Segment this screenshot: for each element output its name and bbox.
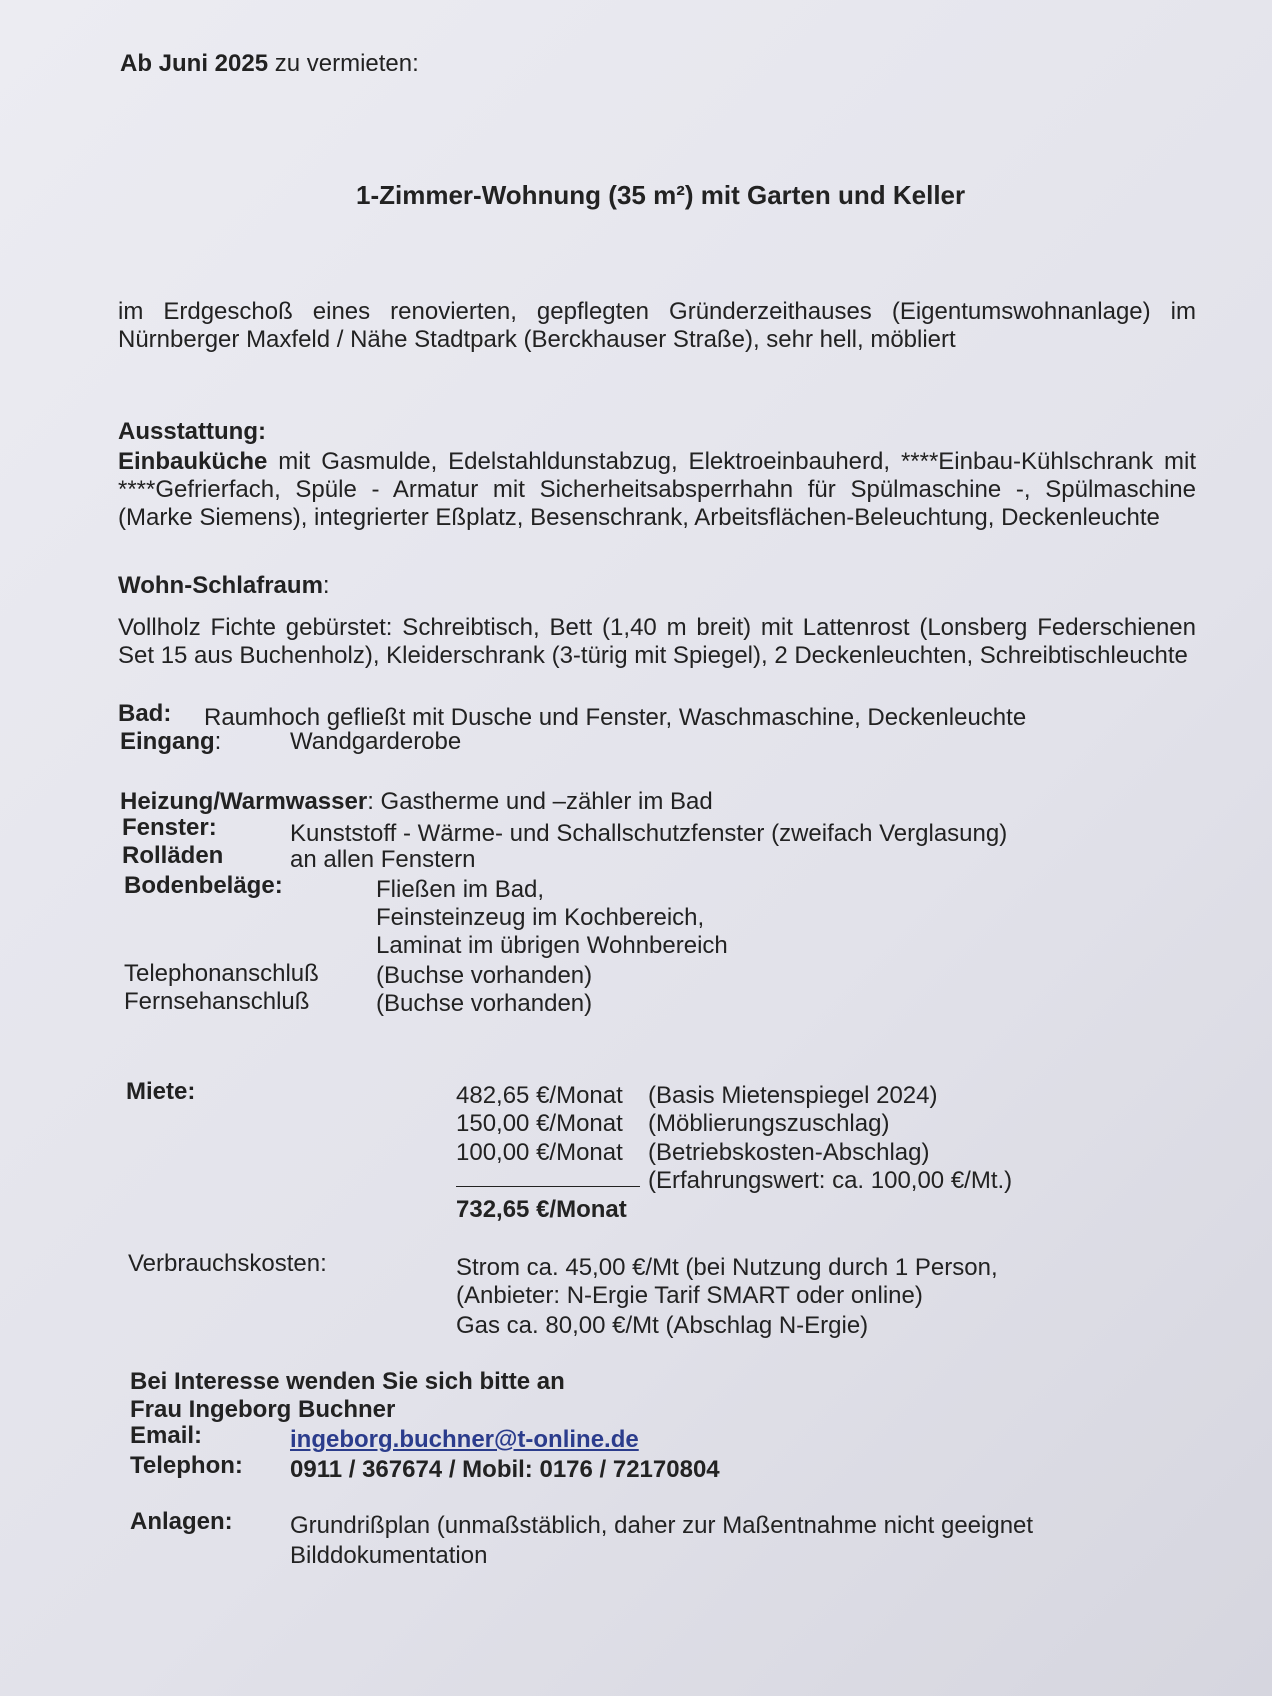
email-label: Email: <box>130 1422 203 1449</box>
miete-amount-3: 100,00 €/Monat <box>456 1139 623 1166</box>
heizung-row <box>120 788 713 816</box>
eingang-text: Wandgarderobe <box>290 728 462 755</box>
boden-line-1: Fließen im Bad, <box>376 876 545 903</box>
verbrauch-line-1: Strom ca. 45,00 €/Mt (bei Nutzung durch 1 Person, <box>456 1254 998 1281</box>
kueche-paragraph <box>118 448 1196 532</box>
miete-note-4: (Erfahrungswert: ca. 100,00 €/Mt.) <box>648 1167 1013 1194</box>
miete-note-1: (Basis Mietenspiegel 2024) <box>648 1082 938 1109</box>
fernseh-label: Fernsehanschluß <box>124 988 310 1015</box>
anlagen-label: Anlagen: <box>130 1508 233 1535</box>
header-line <box>120 50 419 78</box>
wohn-heading: Wohn-Schlafraum: <box>118 572 330 599</box>
rollaeden-label: Rolläden <box>122 842 224 869</box>
heizung-text: : Gastherme und –zähler im Bad <box>367 788 713 815</box>
rollaeden-text: an allen Fenstern <box>290 846 476 873</box>
boden-line-3: Laminat im übrigen Wohnbereich <box>376 932 728 959</box>
ausstattung-heading: Ausstattung: <box>118 418 266 445</box>
miete-total: 732,65 €/Monat <box>456 1196 627 1223</box>
miete-note-2: (Möblierungszuschlag) <box>648 1110 890 1137</box>
telephon-label: Telephonanschluß <box>124 960 319 987</box>
kontakt-line-1: Bei Interesse wenden Sie sich bitte an <box>130 1368 565 1395</box>
fernseh-text: (Buchse vorhanden) <box>376 990 593 1017</box>
bad-text: Raumhoch gefließt mit Dusche und Fenster, Waschmaschine, Deckenleuchte <box>204 704 1027 731</box>
fenster-text: Kunststoff - Wärme- und Schallschutzfenster (zweifach Verglasung) <box>290 820 1008 847</box>
email-link[interactable]: ingeborg.buchner@t-online.de <box>290 1426 639 1453</box>
kontakt-name: Frau Ingeborg Buchner <box>130 1396 396 1423</box>
fenster-label: Fenster: <box>122 814 217 841</box>
sum-underline <box>456 1186 640 1187</box>
bad-label: Bad: <box>118 700 172 727</box>
miete-amount-2: 150,00 €/Monat <box>456 1110 623 1137</box>
miete-label: Miete: <box>126 1078 196 1105</box>
wohn-paragraph: Vollholz Fichte gebürstet: Schreibtisch, Bett (1,40 m breit) mit Lattenrost (Lonsberg Federschienen Set 15 aus Buchenholz), Kleiderschrank (3-türig mit Spiegel), 2 Deckenleuchten, Schreibtischleuchte <box>118 614 1196 669</box>
telephon-text: (Buchse vorhanden) <box>376 962 593 989</box>
telephon-contact-value: 0911 / 367674 / Mobil: 0176 / 72170804 <box>290 1456 720 1483</box>
verbrauch-line-3: Gas ca. 80,00 €/Mt (Abschlag N-Ergie) <box>456 1312 869 1339</box>
kueche-text: mit Gasmulde, Edelstahldunstabzug, Elektroeinbauherd, ****Einbau-Kühlschrank mit ****Gefrierfach, Spüle - Armatur mit Sicherheitsabsperrhahn für Spülmaschine -, Spülmaschine (Marke Siemens), integrierter Eßplatz, Besenschrank, Arbeitsflächen-Beleuchtung, Deckenleuchte <box>118 448 1196 531</box>
header-text: zu vermieten: <box>268 50 419 77</box>
eingang-label: Eingang <box>120 728 215 755</box>
page-title: 1-Zimmer-Wohnung (35 m²) mit Garten und Keller <box>356 180 966 210</box>
header-date: Ab Juni 2025 <box>120 50 269 77</box>
kueche-label: Einbauküche <box>118 448 268 475</box>
anlagen-line-2: Bilddokumentation <box>290 1542 488 1569</box>
intro-paragraph: im Erdgeschoß eines renovierten, gepflegten Gründerzeithauses (Eigentumswohnanlage) im Nürnberger Maxfeld / Nähe Stadtpark (Berckhauser Straße), sehr hell, möbliert <box>118 298 1196 353</box>
verbrauch-line-2: (Anbieter: N-Ergie Tarif SMART oder online) <box>456 1282 923 1309</box>
verbrauch-label: Verbrauchskosten: <box>128 1250 327 1277</box>
miete-note-3: (Betriebskosten-Abschlag) <box>648 1139 930 1166</box>
heizung-label: Heizung/Warmwasser <box>120 788 368 815</box>
eingang-row: Eingang: <box>120 728 222 755</box>
miete-amount-1: 482,65 €/Monat <box>456 1082 623 1109</box>
boden-label: Bodenbeläge: <box>124 872 283 899</box>
bad-row <box>118 700 171 728</box>
telephon-contact-label: Telephon: <box>130 1452 243 1479</box>
boden-line-2: Feinsteinzeug im Kochbereich, <box>376 904 705 931</box>
anlagen-line-1: Grundrißplan (unmaßstäblich, daher zur Maßentnahme nicht geeignet <box>290 1512 1034 1539</box>
